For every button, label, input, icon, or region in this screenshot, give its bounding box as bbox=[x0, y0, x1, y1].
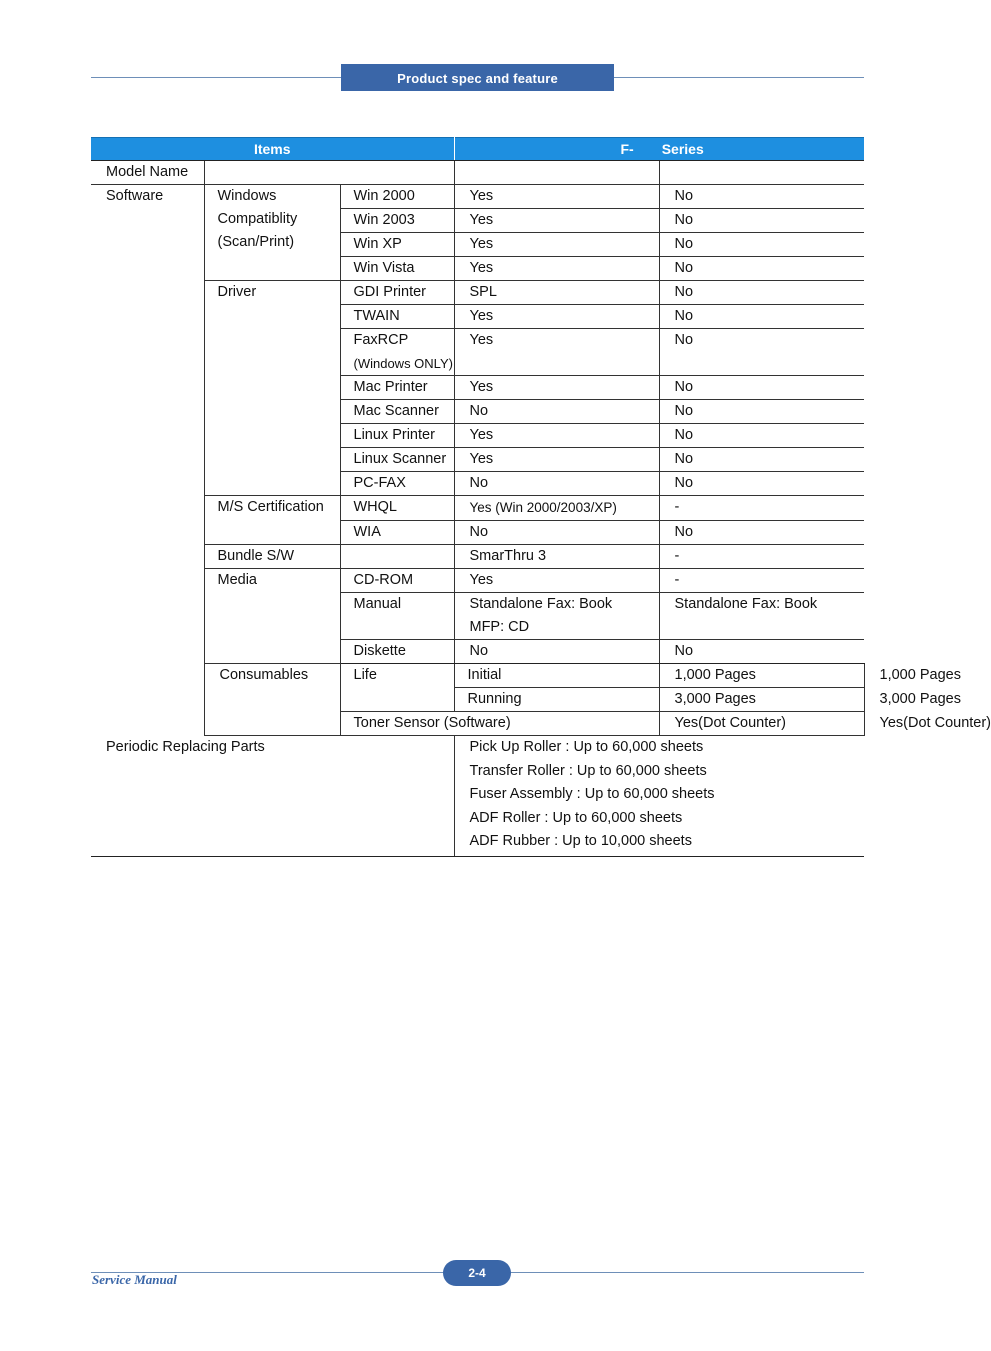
table-row: Bundle S/W SmarThru 3 - bbox=[91, 545, 864, 569]
cell-periodic: Periodic Replacing Parts bbox=[91, 736, 454, 857]
cell-driver: Driver bbox=[204, 281, 340, 496]
table-row: Win Vista Yes No bbox=[91, 257, 864, 281]
page-number: 2-4 bbox=[443, 1260, 511, 1286]
table-row: WIA No No bbox=[91, 521, 864, 545]
table-row: Diskette No No bbox=[91, 640, 864, 664]
header-items: Items bbox=[91, 138, 454, 161]
cell-life: Life bbox=[340, 664, 454, 712]
cell-software: Software bbox=[91, 185, 204, 736]
table-row: Win XP Yes No bbox=[91, 233, 864, 257]
table-row: Toner Sensor (Software) Yes(Dot Counter) Yes(Dot Counter) bbox=[91, 712, 864, 736]
table-row: Software Windows Compatiblity (Scan/Print) Win 2000 Yes No bbox=[91, 185, 864, 209]
table-row: Manual Standalone Fax: Book MFP: CD Standalone Fax: Book bbox=[91, 593, 864, 640]
cell-model-name: Model Name bbox=[91, 161, 204, 185]
footer-title: Service Manual bbox=[92, 1272, 177, 1287]
table-row: TWAIN Yes No bbox=[91, 305, 864, 329]
header-series bbox=[454, 138, 864, 161]
cell-ms-cert: M/S Certification bbox=[204, 496, 340, 545]
cell-windows: Windows Compatiblity (Scan/Print) bbox=[204, 185, 340, 281]
table-header-row bbox=[91, 138, 864, 161]
table-row: Linux Scanner Yes No bbox=[91, 448, 864, 472]
table-row: Driver GDI Printer SPL No bbox=[91, 281, 864, 305]
spec-table bbox=[91, 137, 991, 857]
table-row bbox=[91, 161, 864, 185]
table-row: PC-FAX No No bbox=[91, 472, 864, 496]
table-row: M/S Certification WHQL Yes (Win 2000/2003/XP) - bbox=[91, 496, 864, 521]
table-row: Media CD-ROM Yes - bbox=[91, 569, 864, 593]
cell-periodic-items: Pick Up Roller : Up to 60,000 sheets Transfer Roller : Up to 60,000 sheets Fuser Assembly : Up to 60,000 sheets ADF Roller : Up to 60,000 sheets ADF Rubber : Up to 10,000 sheets bbox=[454, 736, 864, 857]
table-row: Running 3,000 Pages 3,000 Pages bbox=[91, 688, 864, 712]
table-row: Linux Printer Yes No bbox=[91, 424, 864, 448]
table-row: Mac Printer Yes No bbox=[91, 376, 864, 400]
header-rule-left bbox=[91, 77, 341, 78]
cell-media: Media bbox=[204, 569, 340, 664]
section-title: Product spec and feature bbox=[341, 64, 614, 91]
header-series-label: Series bbox=[661, 141, 704, 157]
cell-consumables: Consumables bbox=[204, 664, 340, 736]
table-row: Consumables Life Initial 1,000 Pages 1,000 Pages bbox=[91, 664, 864, 688]
header-rule-right bbox=[614, 77, 864, 78]
cell-faxrcp: FaxRCP (Windows ONLY) bbox=[340, 329, 454, 376]
table-row: FaxRCP (Windows ONLY) Yes No bbox=[91, 329, 864, 376]
table-row: Mac Scanner No No bbox=[91, 400, 864, 424]
header-series-prefix: F- bbox=[620, 141, 634, 157]
table-row bbox=[91, 736, 864, 857]
table-row: Win 2003 Yes No bbox=[91, 209, 864, 233]
